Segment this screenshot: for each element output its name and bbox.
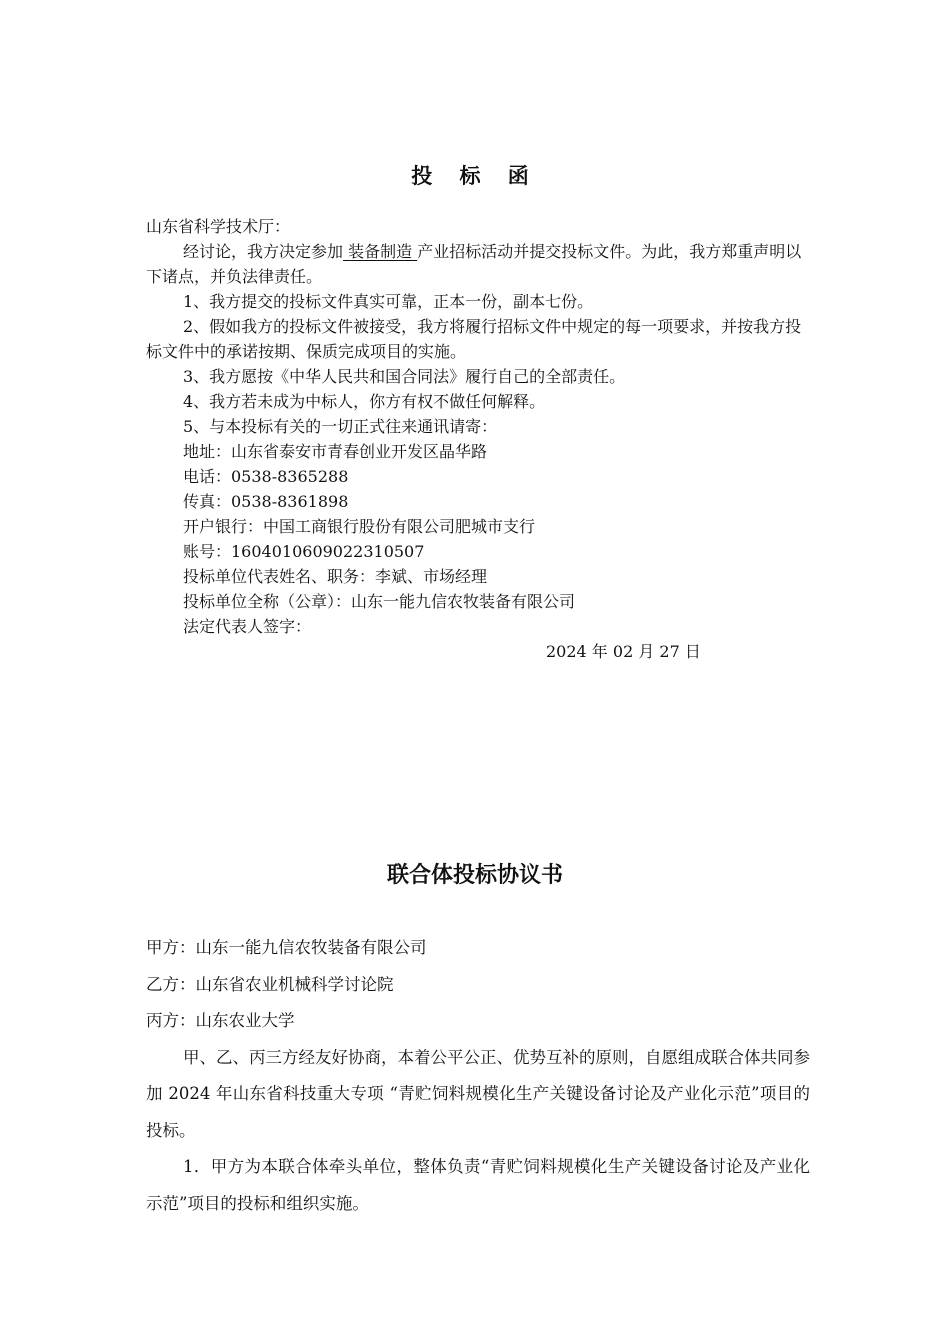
contact-representative: 投标单位代表姓名、职务：李斌、市场经理 — [183, 567, 488, 586]
party-c: 丙方：山东农业大学 — [146, 1011, 295, 1030]
agreement-title: 联合体投标协议书 — [386, 862, 563, 888]
contact-phone: 电话：0538-8365288 — [183, 467, 349, 486]
agreement-body — [146, 930, 810, 1222]
contact-account: 账号：1604010609022310507 — [183, 542, 425, 561]
bid-letter-body — [146, 214, 810, 664]
agreement-clause: 1．甲方为本联合体牵头单位，整体负责“青贮饲料规模化生产关键设备讨论及产业化示范”项目的投标和组织实施。 — [146, 1157, 810, 1213]
contact-fax: 传真：0538-8361898 — [183, 492, 349, 511]
contact-address: 地址：山东省泰安市青春创业开发区晶华路 — [183, 442, 488, 461]
contact-company: 投标单位全称（公章）：山东一能九信农牧装备有限公司 — [183, 592, 576, 611]
declaration-item: 3、我方愿按《中华人民共和国合同法》履行自己的全部责任。 — [183, 367, 626, 386]
agreement-paragraph: 甲、乙、丙三方经友好协商，本着公平公正、优势互补的原则，自愿组成联合体共同参加 2024 年山东省科技重大专项 “青贮饲料规模化生产关键设备讨论及产业化示范”项目的投标。 — [146, 1047, 810, 1140]
addressee: 山东省科学技术厅： — [146, 217, 291, 236]
industry-field: 装备制造 — [343, 242, 418, 261]
letter-date: 2024 年 02 月 27 日 — [546, 642, 701, 661]
bid-letter-title: 投 标 函 — [411, 163, 539, 188]
declaration-item: 5、与本投标有关的一切正式往来通讯请寄： — [183, 417, 498, 436]
intro-paragraph — [146, 239, 810, 289]
intro-after: 产业招标活动并提交投标文件。为此，我方郑重声明以下诸点，并负法律责任。 — [146, 242, 802, 286]
contact-bank: 开户银行：中国工商银行股份有限公司肥城市支行 — [183, 517, 536, 536]
party-b: 乙方：山东省农业机械科学讨论院 — [146, 974, 394, 994]
party-a: 甲方：山东一能九信农牧装备有限公司 — [146, 938, 427, 957]
declaration-item: 4、我方若未成为中标人，你方有权不做任何解释。 — [183, 392, 546, 411]
declaration-item: 2、假如我方的投标文件被接受，我方将履行招标文件中规定的每一项要求，并按我方投标文件中的承诺按期、保质完成项目的实施。 — [146, 317, 802, 361]
declaration-item: 1、我方提交的投标文件真实可靠，正本一份，副本七份。 — [183, 292, 594, 311]
intro-before: 经讨论，我方决定参加 — [183, 242, 344, 261]
legal-signature: 法定代表人签字： — [183, 617, 312, 636]
